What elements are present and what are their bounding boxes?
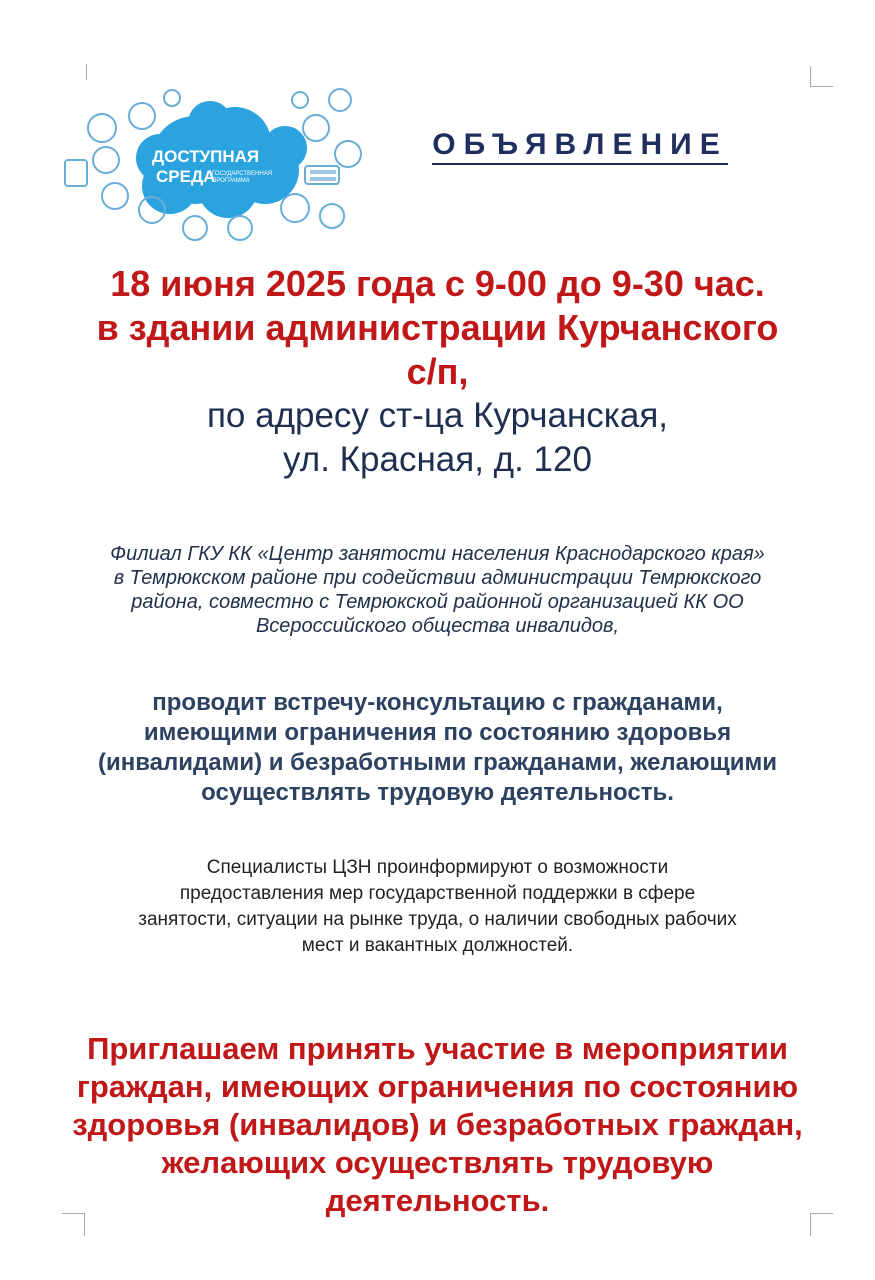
invitation-line: здоровья (инвалидов) и безработных граждан, — [72, 1107, 803, 1142]
event-place-line1: в здании администрации Курчанского — [96, 307, 779, 348]
info-line: занятости, ситуации на рынке труда, о наличии свободных рабочих — [138, 909, 737, 930]
meeting-line: осуществлять трудовую деятельность. — [201, 779, 674, 806]
info-paragraph — [40, 855, 835, 959]
invitation-paragraph — [40, 1030, 835, 1220]
crop-mark-top-right — [810, 66, 833, 87]
meeting-line: имеющими ограничения по состоянию здоровья — [143, 719, 732, 746]
info-line: предоставления мер государственной поддержки в сфере — [179, 883, 696, 904]
organizer-line: в Темрюкском районе при содействии администрации Темрюкского — [113, 567, 762, 589]
invitation-line: Приглашаем принять участие в мероприятии — [87, 1031, 788, 1066]
meeting-line: проводит встречу-консультацию с гражданами, — [152, 689, 723, 716]
event-place-line2: с/п, — [406, 351, 469, 392]
logo-sub1: ГОСУДАРСТВЕННАЯ — [212, 171, 273, 177]
organizer-line: Всероссийского общества инвалидов, — [255, 615, 620, 637]
meeting-line: (инвалидами) и безработными гражданами, желающими — [97, 749, 778, 776]
logo-line2: СРЕДА — [156, 167, 216, 186]
logo-sub2: ПРОГРАММА — [212, 178, 250, 184]
invitation-line: граждан, имеющих ограничения по состоянию — [76, 1069, 799, 1104]
dostupnaya-sreda-logo — [60, 88, 365, 248]
crop-mark-top-left — [86, 64, 88, 80]
event-details — [40, 262, 835, 482]
logo-line1: ДОСТУПНАЯ — [152, 147, 260, 166]
organizer-line: района, совместно с Темрюкской районной организацией КК ОО — [131, 591, 744, 613]
info-line: мест и вакантных должностей. — [301, 935, 574, 956]
event-address-line1: по адресу ст-ца Курчанская, — [206, 396, 669, 435]
event-address-line2: ул. Красная, д. 120 — [283, 440, 592, 479]
meeting-paragraph — [40, 688, 835, 808]
organizer-line: Филиал ГКУ КК «Центр занятости населения Краснодарского края» — [110, 543, 765, 565]
invitation-line: желающих осуществлять трудовую — [161, 1145, 714, 1180]
page-title-text: ОБЪЯВЛЕНИЕ — [432, 128, 727, 165]
organizer-paragraph — [40, 542, 835, 638]
info-line: Специалисты ЦЗН проинформируют о возможности — [206, 857, 669, 878]
event-date: 18 июня 2025 года с 9-00 до 9-30 час. — [110, 263, 765, 304]
page-title — [405, 128, 755, 162]
invitation-line: деятельность. — [325, 1183, 550, 1218]
